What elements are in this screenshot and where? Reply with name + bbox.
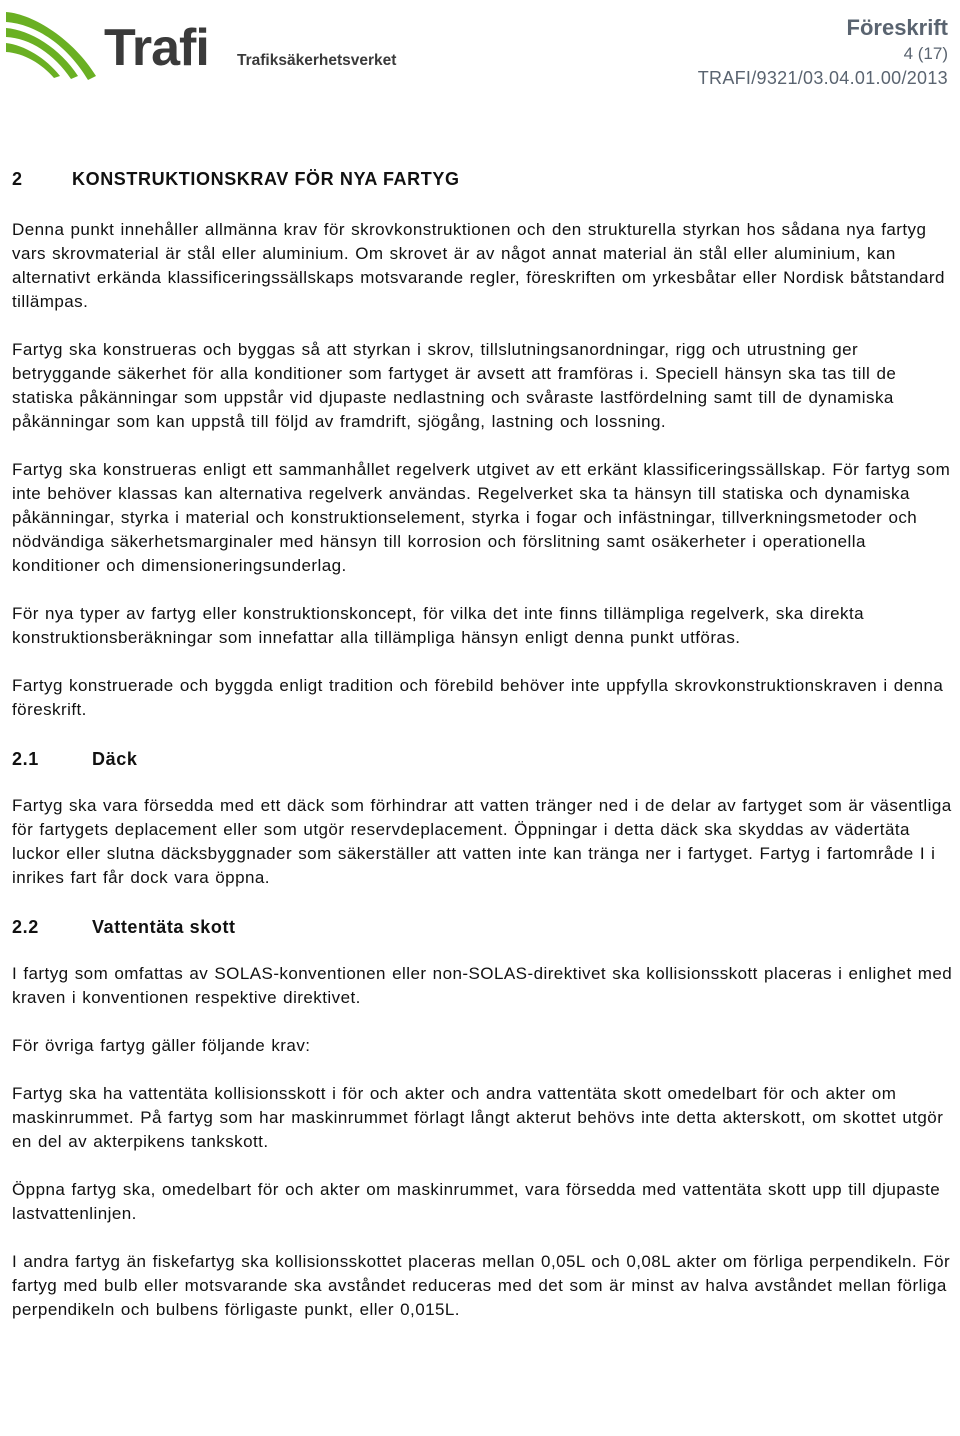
document-body [12, 166, 956, 1322]
subsection-title: Vattentäta skott [92, 917, 236, 937]
paragraph: I fartyg som omfattas av SOLAS-konventionen eller non-SOLAS-direktivet ska kollisionsskott placeras i enlighet med kraven i konventionen respektive direktivet. [12, 964, 953, 1007]
paragraph: Fartyg ska konstrueras och byggas så att styrkan i skrov, tillslutningsanordningar, rigg och utrustning ger betryggande säkerhet för alla konditioner som fartyget är avsett att framföras i. Speciell hänsyn ska tas till de statiska påkänningar som uppstår vid djupaste nedlastning och svåraste lastfördelning samt till de dynamiska påkänningar som kan uppstå till följd av framdrift, sjögång, lastning och lossning. [12, 340, 897, 431]
paragraph: Fartyg ska ha vattentäta kollisionsskott i för och akter och andra vattentäta skott omedelbart för och akter om maskinrummet. På fartyg som har maskinrummet förlagt långt akterut behövs inte detta akterskott, om skottet utgör en del av akterpikens tankskott. [12, 1084, 944, 1151]
section-heading [12, 166, 956, 192]
trafi-swoosh-icon [4, 4, 114, 84]
page-number: 4 (17) [903, 44, 948, 63]
paragraph: För nya typer av fartyg eller konstruktionskoncept, för vilka det inte finns tillämpliga regelverk, ska direkta konstruktionsberäkningar som innefattar alla tillämpliga hänsyn enligt denna punkt utföras. [12, 604, 865, 647]
subsection-number: 2.2 [12, 917, 39, 937]
trafi-logo [4, 4, 397, 84]
paragraph: För övriga fartyg gäller följande krav: [12, 1036, 311, 1055]
logo-subtitle: Trafiksäkerhetsverket [237, 52, 397, 69]
paragraph: I andra fartyg än fiskefartyg ska kollisionsskottet placeras mellan 0,05L och 0,08L akter om förliga perpendikeln. För fartyg med bulb eller motsvarande ska avståndet reduceras med det som är minst av halva avståndet mellan förliga perpendikeln och bulbens förligaste punkt, eller 0,015L. [12, 1252, 951, 1319]
subsection-title: Däck [92, 749, 138, 769]
logo-wordmark: Trafi [104, 19, 209, 77]
paragraph: Fartyg konstruerade och byggda enligt tradition och förebild behöver inte uppfylla skrovkonstruktionskraven i denna föreskrift. [12, 676, 944, 719]
section-number: 2 [12, 169, 23, 189]
section-title: KONSTRUKTIONSKRAV FÖR NYA FARTYG [72, 169, 460, 189]
paragraph: Fartyg ska konstrueras enligt ett sammanhållet regelverk utgivet av ett erkänt klassificeringssällskap. För fartyg som inte behöver klassas kan alternativa regelverk användas. Regelverket ska ta hänsyn till statiska och dynamiska påkänningar, styrka i material och konstruktionselement, styrka i fogar och infästningar, tillverkningsmetoder och nödvändiga säkerhetsmarginaler med hänsyn till korrosion och förslitning samt osäkerheter i operationella konditioner och dimensioneringsunderlag. [12, 460, 951, 575]
subsection-heading [12, 914, 956, 940]
paragraph: Fartyg ska vara försedda med ett däck som förhindrar att vatten tränger ned i de delar av fartyget som är väsentliga för fartygets deplacement eller som utgör reservdeplacement. Öppningar i detta däck ska skyddas av vädertäta luckor eller slutna däcksbyggnader som säkerställer att vatten inte kan tränga ner i fartyget. Fartyg i fartområde I i inrikes fart får dock vara öppna. [12, 796, 952, 887]
document-type: Föreskrift [846, 15, 948, 40]
paragraph: Öppna fartyg ska, omedelbart för och akter om maskinrummet, vara försedda med vattentäta skott upp till djupaste lastvattenlinjen. [12, 1180, 941, 1223]
paragraph: Denna punkt innehåller allmänna krav för skrovkonstruktionen och den strukturella styrkan hos sådana nya fartyg vars skrovmaterial är stål eller aluminium. Om skrovet är av något annat material än stål eller aluminium, kan alternativt erkända klassificeringssällskaps motsvarande regler, föreskriften om yrkesbåtar eller Nordisk båtstandard tillämpas. [12, 220, 945, 311]
subsection-heading [12, 746, 956, 772]
subsection-number: 2.1 [12, 749, 39, 769]
document-reference: TRAFI/9321/03.04.01.00/2013 [697, 68, 948, 88]
document-meta [698, 14, 948, 90]
page-header [0, 0, 960, 100]
